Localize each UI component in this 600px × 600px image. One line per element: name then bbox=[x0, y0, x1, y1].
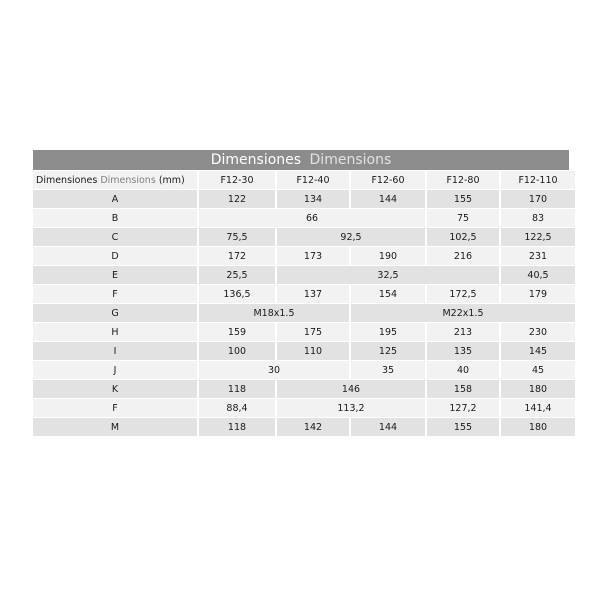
row-label: E bbox=[33, 266, 197, 284]
dimensions-table-container bbox=[33, 150, 569, 437]
table-cell: 159 bbox=[199, 323, 275, 341]
table-cell: 170 bbox=[501, 190, 575, 208]
table-row bbox=[33, 399, 575, 417]
table-cell: 32,5 bbox=[277, 266, 499, 284]
table-cell: 125 bbox=[351, 342, 425, 360]
table-cell: 134 bbox=[277, 190, 349, 208]
table-cell: M22x1.5 bbox=[351, 304, 575, 322]
table-row bbox=[33, 228, 575, 246]
table-cell: 66 bbox=[199, 209, 425, 227]
row-label: B bbox=[33, 209, 197, 227]
row-label: G bbox=[33, 304, 197, 322]
table-cell: 155 bbox=[427, 190, 499, 208]
table-cell: 144 bbox=[351, 418, 425, 436]
title-spanish: Dimensiones bbox=[210, 152, 302, 168]
table-cell: 75,5 bbox=[199, 228, 275, 246]
header-label-english: Dimensions bbox=[100, 174, 156, 186]
table-cell: 142 bbox=[277, 418, 349, 436]
table-cell: 136,5 bbox=[199, 285, 275, 303]
table-row bbox=[33, 323, 575, 341]
table-cell: 154 bbox=[351, 285, 425, 303]
table-cell: 35 bbox=[351, 361, 425, 379]
row-label: A bbox=[33, 190, 197, 208]
table-cell: M18x1.5 bbox=[199, 304, 349, 322]
table-cell: 110 bbox=[277, 342, 349, 360]
table-row bbox=[33, 209, 575, 227]
table-row bbox=[33, 418, 575, 436]
table-cell: 144 bbox=[351, 190, 425, 208]
dimensions-table bbox=[31, 170, 577, 437]
header-label-unit: (mm) bbox=[158, 174, 185, 186]
table-cell: 83 bbox=[501, 209, 575, 227]
header-row bbox=[33, 171, 575, 189]
table-row bbox=[33, 266, 575, 284]
table-cell: 122 bbox=[199, 190, 275, 208]
table-cell: 231 bbox=[501, 247, 575, 265]
table-cell: 213 bbox=[427, 323, 499, 341]
table-cell: 175 bbox=[277, 323, 349, 341]
table-cell: 179 bbox=[501, 285, 575, 303]
table-cell: 75 bbox=[427, 209, 499, 227]
row-label: J bbox=[33, 361, 197, 379]
table-cell: 135 bbox=[427, 342, 499, 360]
table-cell: 118 bbox=[199, 418, 275, 436]
table-cell: 146 bbox=[277, 380, 425, 398]
table-cell: 113,2 bbox=[277, 399, 425, 417]
table-cell: 230 bbox=[501, 323, 575, 341]
row-label: F bbox=[33, 285, 197, 303]
row-label: F bbox=[33, 399, 197, 417]
table-row bbox=[33, 380, 575, 398]
table-cell: 127,2 bbox=[427, 399, 499, 417]
table-row bbox=[33, 361, 575, 379]
row-label: I bbox=[33, 342, 197, 360]
table-cell: 172,5 bbox=[427, 285, 499, 303]
table-row bbox=[33, 190, 575, 208]
table-cell: 180 bbox=[501, 418, 575, 436]
column-header-model: F12-40 bbox=[277, 171, 349, 189]
table-cell: 25,5 bbox=[199, 266, 275, 284]
title-english: Dimensions bbox=[309, 152, 392, 168]
row-label: K bbox=[33, 380, 197, 398]
row-label: D bbox=[33, 247, 197, 265]
row-label: H bbox=[33, 323, 197, 341]
table-row bbox=[33, 342, 575, 360]
row-label: C bbox=[33, 228, 197, 246]
table-row bbox=[33, 285, 575, 303]
table-row bbox=[33, 304, 575, 322]
column-header-model: F12-80 bbox=[427, 171, 499, 189]
table-cell: 102,5 bbox=[427, 228, 499, 246]
table-cell: 172 bbox=[199, 247, 275, 265]
table-cell: 92,5 bbox=[277, 228, 425, 246]
table-cell: 100 bbox=[199, 342, 275, 360]
table-cell: 88,4 bbox=[199, 399, 275, 417]
table-cell: 45 bbox=[501, 361, 575, 379]
table-cell: 122,5 bbox=[501, 228, 575, 246]
table-cell: 145 bbox=[501, 342, 575, 360]
table-title bbox=[33, 150, 569, 170]
table-cell: 158 bbox=[427, 380, 499, 398]
table-cell: 40,5 bbox=[501, 266, 575, 284]
table-cell: 173 bbox=[277, 247, 349, 265]
table-cell: 180 bbox=[501, 380, 575, 398]
table-cell: 216 bbox=[427, 247, 499, 265]
table-row bbox=[33, 247, 575, 265]
table-cell: 137 bbox=[277, 285, 349, 303]
column-header-model: F12-60 bbox=[351, 171, 425, 189]
column-header-model: F12-110 bbox=[501, 171, 575, 189]
column-header-model: F12-30 bbox=[199, 171, 275, 189]
header-label-spanish: Dimensiones bbox=[36, 174, 98, 186]
table-cell: 118 bbox=[199, 380, 275, 398]
table-cell: 195 bbox=[351, 323, 425, 341]
table-cell: 141,4 bbox=[501, 399, 575, 417]
table-cell: 190 bbox=[351, 247, 425, 265]
table-cell: 30 bbox=[199, 361, 349, 379]
column-header-dimension bbox=[33, 171, 197, 189]
table-cell: 40 bbox=[427, 361, 499, 379]
row-label: M bbox=[33, 418, 197, 436]
table-cell: 155 bbox=[427, 418, 499, 436]
table-body bbox=[33, 190, 575, 436]
